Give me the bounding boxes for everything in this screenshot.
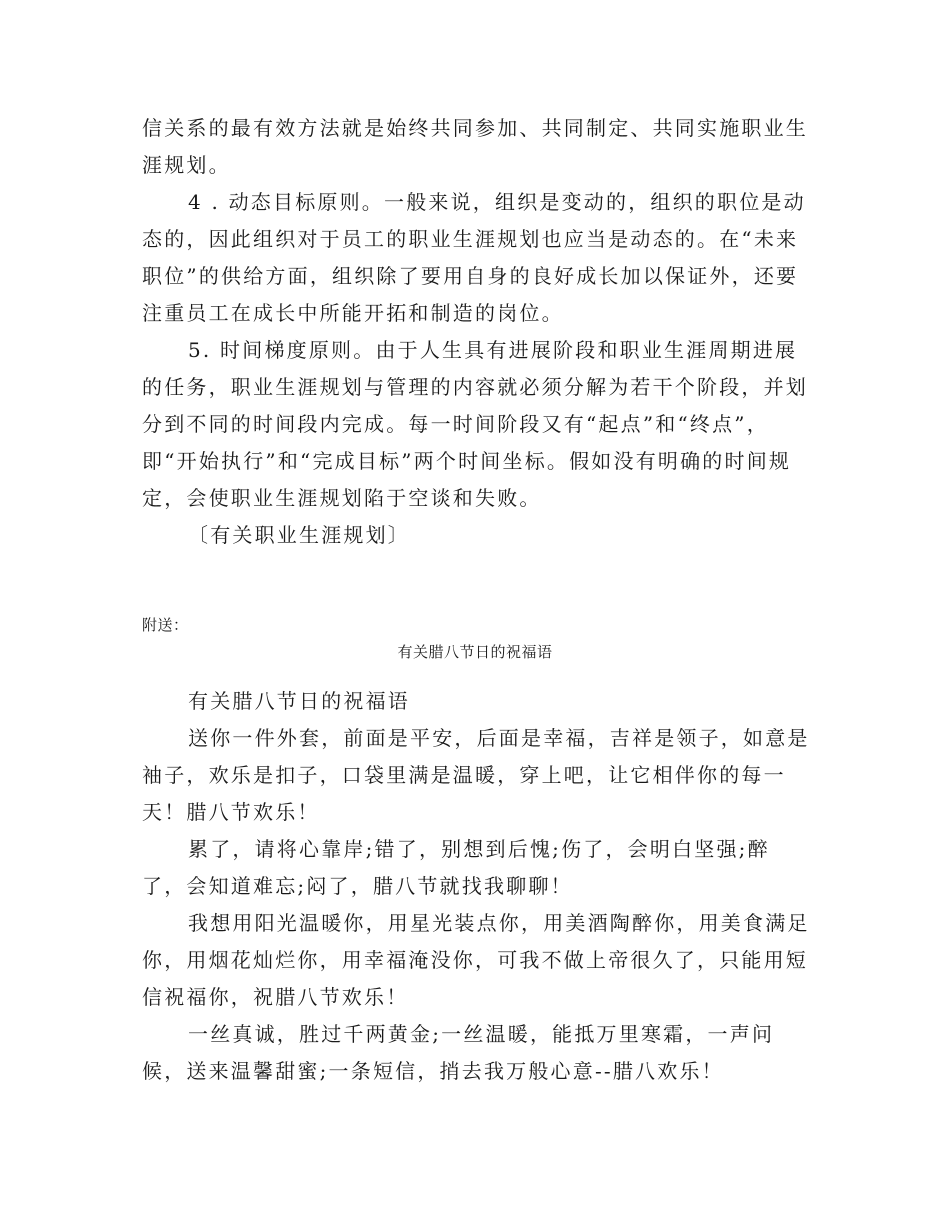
attachment-subtitle: 有关腊八节日的祝福语 — [397, 643, 553, 661]
greeting-paragraph: 送你一件外套，前面是平安，后面是幸福，吉祥是领子，如意是袖子，欢乐是扣子，口袋里满是温暖，穿上吧，让它相伴你的每一天！腊八节欢乐！ — [142, 726, 810, 824]
attachment-label: 附送： — [142, 616, 189, 634]
greetings-heading: 有关腊八节日的祝福语 — [188, 689, 410, 713]
greeting-paragraph: 一丝真诚，胜过千两黄金;一丝温暖，能抵万里寒霜，一声问候，送来温馨甜蜜;一条短信，捎去我万般心意--腊八欢乐！ — [142, 1022, 775, 1083]
laba-greetings-section — [142, 683, 812, 1090]
greeting-paragraph: 我想用阳光温暖你，用星光装点你，用美酒陶醉你，用美食满足你，用烟花灿烂你，用幸福淹没你，可我不做上帝很久了，只能用短信祝福你，祝腊八节欢乐！ — [142, 911, 810, 1009]
paragraph-time-gradient-principle: 5. 时间梯度原则。由于人生具有进展阶段和职业生涯周期进展的任务，职业生涯规划与管理的内容就必须分解为若干个阶段，并划分到不同的时间段内完成。每一时间阶段又有“起点”和“终点”，即“开始执行”和“完成目标”两个时间坐标。假如没有明确的时间规定，会使职业生涯规划陷于空谈和失败。 — [142, 338, 808, 510]
greeting-paragraph: 累了，请将心靠岸;错了，别想到后愧;伤了，会明白坚强;醉了，会知道难忘;闷了，腊八节就找我聊聊！ — [142, 837, 770, 898]
paragraph-continuation: 信关系的最有效方法就是始终共同参加、共同制定、共同实施职业生涯规划。 — [142, 116, 808, 177]
career-planning-section — [142, 110, 812, 554]
section-source-note: 〔有关职业生涯规划〕 — [188, 523, 410, 547]
paragraph-dynamic-goal-principle: 4 . 动态目标原则。一般来说，组织是变动的，组织的职位是动态的，因此组织对于员工的职业生涯规划也应当是动态的。在“未来职位”的供给方面，组织除了要用自身的良好成长加以保证外，还要注重员工在成长中所能开拓和制造的岗位。 — [142, 190, 806, 325]
